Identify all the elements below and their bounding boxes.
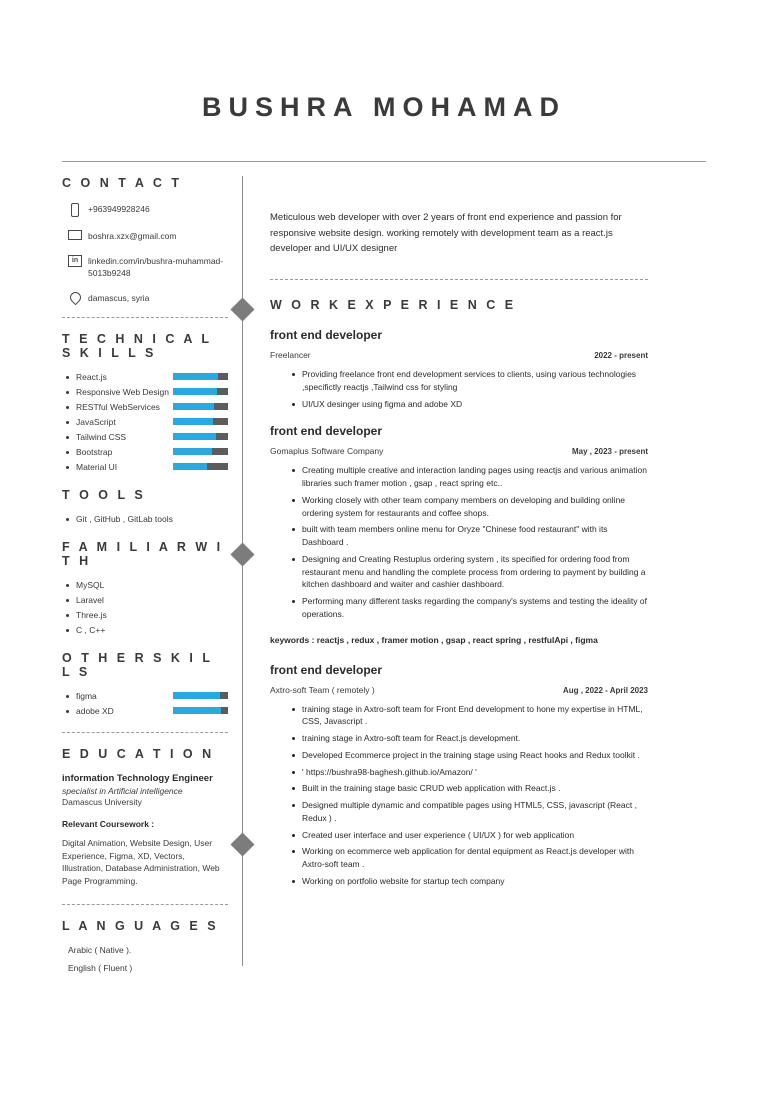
profile-summary: Meticulous web developer with over 2 years of front end experience and passion for responsive website design. working remotely with development team as a react.js developer and UI/UX designer — [270, 212, 622, 255]
skill-row — [62, 691, 228, 701]
main-content — [258, 176, 706, 981]
job-points — [270, 464, 648, 620]
phone-icon — [62, 202, 88, 217]
familiar-title: F A M I L I A R W I T H — [62, 539, 224, 568]
skill-bar — [173, 448, 228, 455]
job-date: May , 2023 - present — [571, 447, 648, 457]
contact-location — [62, 291, 228, 304]
contact-email-text[interactable]: boshra.xzx@gmail.com — [88, 231, 177, 241]
job-point: Built in the training stage basic CRUD web application with React.js . — [292, 782, 648, 795]
sidebar-divider-3 — [62, 904, 228, 905]
skill-row — [62, 417, 228, 427]
skill-label: RESTful WebServices — [62, 402, 173, 412]
skill-label: Responsive Web Design — [62, 387, 173, 397]
contact-linkedin-text[interactable]: linkedin.com/in/bushra-muhammad-5013b9248 — [88, 256, 224, 278]
skill-bar — [173, 463, 228, 470]
page-title: BUSHRA MOHAMAD — [202, 92, 566, 122]
skill-row — [62, 447, 228, 457]
contact-section-title: C O N T A C T — [62, 176, 183, 190]
skill-row — [62, 402, 228, 412]
contact-phone-text: +963949928246 — [88, 204, 150, 214]
job-point: Creating multiple creative and interaction landing pages using reactjs and various animation libraries such framer motion , gsap , react spring etc.. — [292, 464, 648, 490]
sidebar-divider-2 — [62, 732, 228, 733]
job-point: Performing many different tasks regarding the company's systems and testing the ideality of operations. — [292, 595, 648, 621]
education-specialist: specialist in Artificial intelligence — [62, 785, 183, 796]
job-point: Developed Ecommerce project in the training stage using React hooks and Redux toolkit . — [292, 749, 648, 762]
job-title: front end developer — [270, 328, 383, 343]
job-point: Working on portfolio website for startup tech company — [292, 875, 648, 888]
familiar-item: MySQL — [62, 580, 228, 590]
divider-diamond-icon — [230, 542, 254, 566]
skill-label: Bootstrap — [62, 447, 173, 457]
skill-row — [62, 372, 228, 382]
job-point: training stage in Axtro-soft team for Front End development to hone my expertise in HTML, CSS, Javascript . — [292, 703, 648, 729]
technical-skills-list — [62, 372, 228, 472]
tools-item: Git , GitHub , GitLab tools — [62, 514, 228, 524]
job-title: front end developer — [270, 424, 383, 439]
job-entry — [270, 328, 648, 410]
job-company: Freelancer — [270, 350, 311, 361]
contact-phone — [62, 202, 228, 217]
education-title: E D U C A T I O N — [62, 746, 215, 761]
work-experience-title: W O R K E X P E R I E N C E — [270, 298, 517, 313]
familiar-item: C , C++ — [62, 625, 228, 635]
linkedin-icon: in — [62, 254, 88, 267]
skill-label: figma — [62, 691, 173, 701]
job-keywords: keywords : reactjs , redux , framer motion , gsap , react spring , restfulApi , figma — [270, 634, 598, 645]
languages-title: L A N G U A G E S — [62, 918, 219, 933]
skill-bar — [173, 692, 228, 699]
education-degree: information Technology Engineer — [62, 772, 213, 784]
skill-label: React.js — [62, 372, 173, 382]
familiar-item: Laravel — [62, 595, 228, 605]
job-entry — [270, 663, 648, 888]
other-skills-list — [62, 691, 228, 716]
job-point: Working on ecommerce web application for dental equipment as React.js developer with Axtro-soft team . — [292, 845, 648, 871]
main-divider-1 — [270, 279, 648, 280]
job-company: Gomaplus Software Company — [270, 446, 384, 457]
skill-row — [62, 706, 228, 716]
contact-email — [62, 229, 228, 242]
technical-skills-title: T E C H N I C A L S K I L L S — [62, 331, 212, 360]
job-company: Axtro-soft Team ( remotely ) — [270, 684, 375, 695]
resume-columns — [0, 176, 768, 981]
contact-location-text: damascus, syria — [88, 293, 150, 304]
skill-bar — [173, 388, 228, 395]
contact-linkedin — [62, 254, 228, 279]
job-point: Providing freelance front end development services to clients, using various technologies ,specifictly reactjs ,Tailwind css for styling — [292, 368, 648, 394]
other-skills-title: O T H E R S K I L L S — [62, 650, 213, 679]
skill-bar — [173, 373, 228, 380]
job-points — [270, 368, 648, 410]
resume-page — [0, 92, 768, 1116]
divider-diamond-icon — [230, 297, 254, 321]
skill-label: Tailwind CSS — [62, 432, 173, 442]
job-meta — [270, 350, 648, 360]
skill-label: Material UI — [62, 462, 173, 472]
contact-list — [62, 202, 228, 305]
skill-bar — [173, 433, 228, 440]
job-date: 2022 - present — [594, 351, 648, 361]
job-point: UI/UX desinger using figma and adobe XD — [292, 398, 648, 411]
skill-row — [62, 462, 228, 472]
coursework-text: Digital Animation, Website Design, User Experience, Figma, XD, Vectors, Illustration, Database Administration, Web Page Programming. — [62, 837, 220, 887]
skill-row — [62, 432, 228, 442]
familiar-item: Three.js — [62, 610, 228, 620]
language-item: Arabic ( Native ). — [68, 944, 132, 955]
header-divider — [62, 161, 706, 162]
job-point: training stage in Axtro-soft team for React.js development. — [292, 732, 648, 745]
job-meta — [270, 446, 648, 456]
column-divider — [228, 176, 258, 981]
education-university: Damascus University — [62, 796, 142, 807]
location-pin-icon — [62, 291, 88, 303]
job-point: Designed multiple dynamic and compatible pages using HTML5, CSS, javascript (React , Redux ) . — [292, 799, 648, 825]
skill-label: adobe XD — [62, 706, 173, 716]
sidebar-divider-1 — [62, 317, 228, 318]
job-point: Working closely with other team company members on developing and building online ordering system for restaurants and coffee shops. — [292, 494, 648, 520]
job-points — [270, 703, 648, 888]
skill-label: JavaScript — [62, 417, 173, 427]
skill-bar — [173, 418, 228, 425]
job-point: Designing and Creating Restuplus ordering system , its specified for ordering food from restaurant menu and handling the complete process from ordering to payment by building a kitchen dashboard and waiter and cashier dashboard. — [292, 553, 648, 591]
sidebar — [0, 176, 228, 981]
skill-bar — [173, 707, 228, 714]
job-point: Created user interface and user experience ( UI/UX ) for web application — [292, 829, 648, 842]
job-point: built with team members online menu for Oryze "Chinese food restaurant" with its Dashboard . — [292, 523, 648, 549]
job-point-link[interactable]: ' https://bushra98-baghesh.github.io/Amazon/ ' — [292, 766, 648, 779]
email-icon — [62, 229, 88, 240]
job-meta — [270, 685, 648, 695]
skill-row — [62, 387, 228, 397]
language-item: English ( Fluent ) — [68, 962, 133, 973]
skill-bar — [173, 403, 228, 410]
tools-list — [62, 514, 228, 524]
job-title: front end developer — [270, 662, 383, 677]
divider-diamond-icon — [230, 832, 254, 856]
tools-title: T O O L S — [62, 487, 146, 502]
job-entry — [270, 424, 648, 644]
familiar-list — [62, 580, 228, 635]
job-date: Aug , 2022 - April 2023 — [562, 685, 648, 695]
coursework-label: Relevant Coursework : — [62, 818, 155, 829]
